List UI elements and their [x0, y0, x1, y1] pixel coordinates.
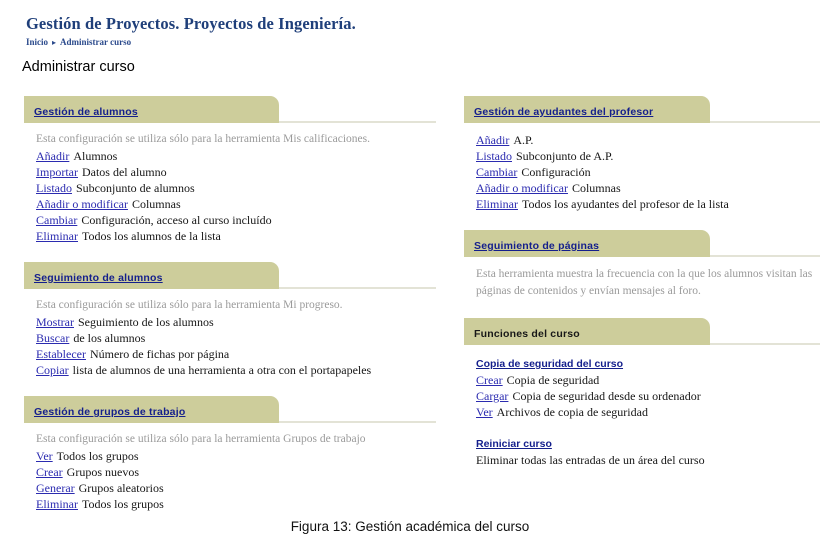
list-item-desc: Archivos de copia de seguridad	[496, 405, 648, 419]
link-crear-copia-de-seguridad[interactable]: Crear	[476, 373, 503, 387]
list-item-desc: Columnas	[131, 197, 181, 211]
panel-note: Esta configuración se utiliza sólo para la herramienta Mi progreso.	[36, 299, 343, 311]
link-cambiar-configuracion[interactable]: Cambiar	[36, 213, 78, 227]
link-buscar-alumnos[interactable]: Buscar	[36, 331, 70, 345]
list-item	[476, 404, 820, 420]
site-title: Gestión de Proyectos. Proyectos de Ingeniería.	[26, 14, 356, 33]
panel-title-gestion-de-grupos-de-trabajo[interactable]: Gestión de grupos de trabajo	[34, 406, 186, 418]
list-item-desc: lista de alumnos de una herramienta a otra con el portapapeles	[72, 363, 372, 377]
list-item-desc: Seguimiento de los alumnos	[78, 315, 214, 329]
panel-body	[24, 123, 436, 244]
panel-body	[464, 257, 820, 300]
link-anadir-ap[interactable]: Añadir	[476, 133, 510, 147]
link-anadir-alumnos[interactable]: Añadir	[36, 149, 70, 163]
list-item	[36, 212, 436, 228]
link-eliminar-todos-los-ayudantes[interactable]: Eliminar	[476, 197, 518, 211]
panel-body	[464, 123, 820, 212]
panel-body	[24, 289, 436, 378]
link-cargar-copia-de-seguridad[interactable]: Cargar	[476, 389, 509, 403]
spacer	[476, 420, 820, 434]
list-item	[476, 372, 820, 388]
list-item	[36, 448, 436, 464]
list-item	[36, 164, 436, 180]
link-copia-de-seguridad-del-curso[interactable]: Copia de seguridad del curso	[476, 358, 624, 370]
link-crear-grupos-nuevos[interactable]: Crear	[36, 465, 63, 479]
list-item-desc: Copia de seguridad	[506, 373, 600, 387]
list-item	[36, 148, 436, 164]
link-importar-datos-del-alumno[interactable]: Importar	[36, 165, 78, 179]
list-item-desc: Datos del alumno	[81, 165, 167, 179]
link-cambiar-configuracion-ap[interactable]: Cambiar	[476, 165, 518, 179]
panel-gestion-de-grupos-de-trabajo	[24, 396, 436, 512]
list-item-desc: Alumnos	[73, 149, 118, 163]
panel-title-seguimiento-de-alumnos[interactable]: Seguimiento de alumnos	[34, 272, 163, 284]
panel-header	[464, 96, 820, 123]
list-item	[476, 132, 820, 148]
panel-header	[464, 318, 820, 345]
link-listado-subconjunto-de-ap[interactable]: Listado	[476, 149, 512, 163]
link-ver-archivos-de-copia-de-seguridad[interactable]: Ver	[476, 405, 493, 419]
link-anadir-o-modificar-columnas[interactable]: Añadir o modificar	[36, 197, 128, 211]
panel-body	[464, 345, 820, 468]
list-item-desc: Subconjunto de alumnos	[76, 181, 195, 195]
list-item-desc: Configuración, acceso al curso incluído	[81, 213, 272, 227]
panel-header	[24, 262, 436, 289]
list-item	[36, 180, 436, 196]
breadcrumb-home[interactable]: Inicio	[26, 37, 49, 47]
link-mostrar-seguimiento[interactable]: Mostrar	[36, 315, 74, 329]
left-column	[24, 96, 436, 530]
panel-funciones-del-curso	[464, 318, 820, 468]
list-item	[476, 180, 820, 196]
breadcrumb-current: Administrar curso	[60, 37, 132, 47]
panel-title-gestion-de-ayudantes-del-profesor[interactable]: Gestión de ayudantes del profesor	[474, 106, 654, 118]
list-item	[36, 496, 436, 512]
panel-header-bar	[24, 262, 279, 289]
panel-header	[24, 96, 436, 123]
link-ver-todos-los-grupos[interactable]: Ver	[36, 449, 53, 463]
list-item	[476, 196, 820, 212]
panel-header	[464, 230, 820, 257]
page-title: Administrar curso	[22, 59, 135, 75]
list-item	[36, 228, 436, 244]
list-item	[36, 362, 436, 378]
panel-gestion-de-ayudantes-del-profesor	[464, 96, 820, 212]
page-header	[26, 14, 356, 47]
link-eliminar-todos-los-grupos[interactable]: Eliminar	[36, 497, 78, 511]
panel-header-bar	[24, 396, 279, 423]
panel-title-gestion-de-alumnos[interactable]: Gestión de alumnos	[34, 106, 138, 118]
list-item-desc: Todos los grupos	[82, 497, 164, 511]
panel-note: Esta herramienta muestra la frecuencia con la que los alumnos visitan las páginas de contenidos y envían mensajes al foro.	[476, 268, 813, 297]
list-item-desc: Grupos nuevos	[66, 465, 139, 479]
list-item-desc: Todos los ayudantes del profesor de la lista	[522, 197, 729, 211]
panel-header-bar	[464, 96, 710, 123]
link-establecer-numero-de-fichas[interactable]: Establecer	[36, 347, 86, 361]
link-reiniciar-curso[interactable]: Reiniciar curso	[476, 438, 552, 450]
breadcrumb	[26, 37, 356, 47]
list-item-desc: Columnas	[571, 181, 621, 195]
list-item-desc: Grupos aleatorios	[78, 481, 164, 495]
panel-body	[24, 423, 436, 512]
panel-title-funciones-del-curso: Funciones del curso	[474, 328, 580, 340]
list-item	[476, 148, 820, 164]
panel-header-bar	[24, 96, 279, 123]
link-anadir-o-modificar-columnas-ap[interactable]: Añadir o modificar	[476, 181, 568, 195]
list-item	[36, 480, 436, 496]
list-item-desc: Número de fichas por página	[89, 347, 230, 361]
reiniciar-curso-description: Eliminar todas las entradas de un área del curso	[476, 453, 705, 467]
list-item-desc: de los alumnos	[73, 331, 146, 345]
list-item	[36, 314, 436, 330]
list-item-desc: Todos los alumnos de la lista	[82, 229, 221, 243]
link-copiar-lista-de-alumnos[interactable]: Copiar	[36, 363, 69, 377]
list-item-desc: Configuración	[521, 165, 591, 179]
list-item-desc: A.P.	[513, 133, 534, 147]
right-column	[464, 96, 820, 486]
list-item	[36, 330, 436, 346]
panel-seguimiento-de-paginas	[464, 230, 820, 300]
list-item	[36, 464, 436, 480]
panel-title-seguimiento-de-paginas[interactable]: Seguimiento de páginas	[474, 240, 600, 252]
panel-header	[24, 396, 436, 423]
figure-caption: Figura 13: Gestión académica del curso	[290, 519, 530, 534]
panel-gestion-de-alumnos	[24, 96, 436, 244]
link-listado-subconjunto-de-alumnos[interactable]: Listado	[36, 181, 72, 195]
list-item-desc: Subconjunto de A.P.	[516, 149, 614, 163]
link-eliminar-todos-los-alumnos[interactable]: Eliminar	[36, 229, 78, 243]
list-item	[36, 346, 436, 362]
list-item	[36, 196, 436, 212]
panel-header-bar	[464, 230, 710, 257]
panel-seguimiento-de-alumnos	[24, 262, 436, 378]
list-item-desc: Todos los grupos	[56, 449, 139, 463]
panel-note: Esta configuración se utiliza sólo para la herramienta Grupos de trabajo	[36, 433, 366, 445]
breadcrumb-separator-icon: ▸	[52, 38, 57, 47]
panel-note: Esta configuración se utiliza sólo para la herramienta Mis calificaciones.	[36, 133, 371, 145]
panel-header-bar	[464, 318, 710, 345]
list-item	[476, 388, 820, 404]
link-generar-grupos-aleatorios[interactable]: Generar	[36, 481, 75, 495]
list-item-desc: Copia de seguridad desde su ordenador	[512, 389, 701, 403]
list-item	[476, 164, 820, 180]
